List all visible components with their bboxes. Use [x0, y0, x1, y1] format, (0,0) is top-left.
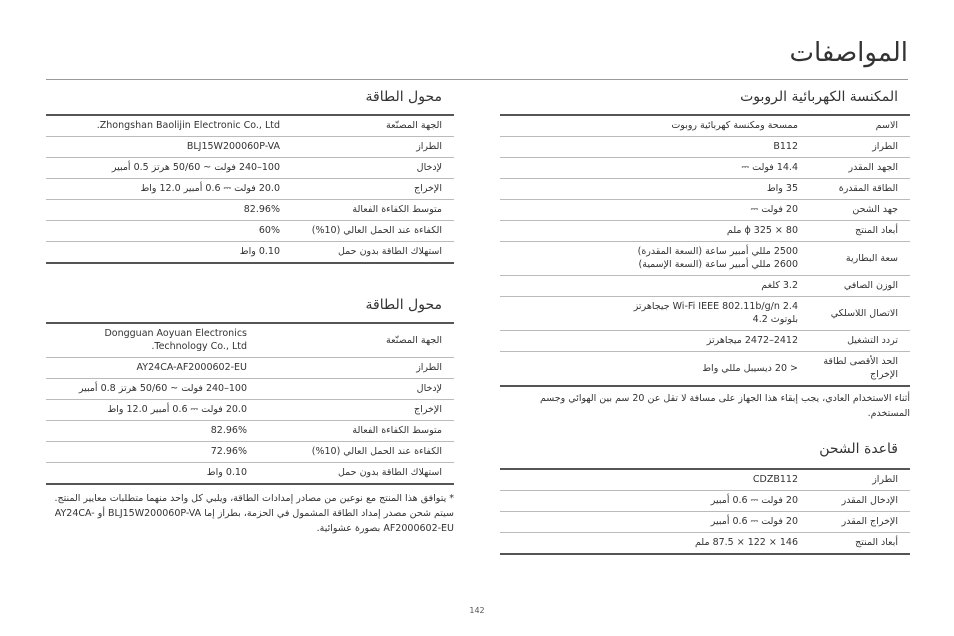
spec-label: الجهة المصنّعة — [386, 120, 442, 131]
spec-row — [46, 442, 454, 463]
spec-value: 2500 مللي أمبير ساعة (السعة المقدرة) 2600 مللي أمبير ساعة (السعة الإسمية) — [637, 246, 798, 270]
spec-label: الإدخال المقدر — [841, 495, 898, 506]
dock-spec-table — [500, 468, 910, 555]
vacuum-section-title: المكنسة الكهربائية الروبوت — [740, 89, 898, 105]
spec-row — [500, 221, 910, 242]
spec-row — [500, 533, 910, 555]
spec-value: 146 × 122 × 87.5 ملم — [694, 537, 798, 548]
spec-label: استهلاك الطاقة بدون حمل — [337, 246, 442, 257]
spec-value: Zhongshan Baolijin Electronic Co., Ltd. — [96, 120, 280, 131]
spec-row — [46, 323, 454, 358]
spec-value: 0.10 واط — [206, 467, 247, 478]
spec-value: Wi-Fi IEEE 802.11b/g/n 2.4 جيجاهرتز بلوتوث 4.2 — [633, 301, 798, 325]
spec-row — [500, 491, 910, 512]
spec-value: Dongguan Aoyuan Electronics Technology Co., Ltd. — [104, 328, 247, 352]
title-divider — [46, 79, 908, 80]
spec-row — [46, 137, 454, 158]
spec-value: 72.96% — [210, 446, 247, 457]
spec-label: الوزن الصافي — [843, 280, 898, 291]
adapter2-spec-table — [46, 322, 454, 485]
spec-row — [46, 379, 454, 400]
spec-row — [500, 200, 910, 221]
spec-row — [46, 179, 454, 200]
spec-value: ϕ 325 × 80 ملم — [726, 225, 798, 236]
adapter1-specs-section — [46, 86, 454, 264]
spec-value: B112 — [773, 141, 798, 152]
spec-value: 20.0 فولت ⎓ 0.6 أمبير 12.0 واط — [140, 183, 280, 194]
spec-row — [500, 331, 910, 352]
vacuum-usage-note: أثناء الاستخدام العادي، يجب إبقاء هذا الجهاز على مسافة لا تقل عن 20 سم بين الهوائي وجسم المستخدم. — [539, 393, 910, 419]
spec-value: 82.96% — [210, 425, 247, 436]
spec-label: الكفاءة عند الحمل العالي (10%) — [311, 446, 442, 457]
spec-value: 35 واط — [766, 183, 798, 194]
spec-value: 60% — [258, 225, 280, 236]
dock-specs-section — [500, 438, 910, 555]
spec-label: الطراز — [416, 362, 442, 373]
spec-value: 2412–2472 ميجاهرتز — [706, 335, 798, 346]
spec-value: 3.2 كلغم — [761, 280, 798, 291]
spec-label: أبعاد المنتج — [855, 225, 898, 236]
spec-label: الطراز — [872, 474, 898, 485]
spec-label: الطراز — [872, 141, 898, 152]
spec-label: تردد التشغيل — [847, 335, 898, 346]
spec-row — [46, 463, 454, 485]
spec-row — [46, 115, 454, 137]
spec-value: 20 فولت ⎓ 0.6 أمبير — [710, 495, 798, 506]
adapter2-section-title: محول الطاقة — [365, 297, 442, 313]
spec-row — [500, 297, 910, 331]
spec-label: الإخراج المقدر — [841, 516, 898, 527]
spec-value: 14.4 فولت ⎓ — [741, 162, 798, 173]
vacuum-spec-table — [500, 114, 910, 387]
spec-row — [500, 115, 910, 137]
spec-label: الطاقة المقدرة — [838, 183, 898, 194]
page-title: المواصفات — [789, 38, 908, 68]
vacuum-specs-section — [500, 86, 910, 421]
dock-section-title: قاعدة الشحن — [819, 441, 898, 457]
spec-value: AY24CA-AF2000602-EU — [136, 362, 247, 373]
spec-label: الجهد المقدر — [848, 162, 898, 173]
spec-row — [500, 179, 910, 200]
spec-label: سعة البطارية — [845, 252, 898, 264]
spec-label: الجهة المصنّعة — [386, 334, 442, 346]
spec-label: أبعاد المنتج — [855, 537, 898, 548]
spec-row — [46, 421, 454, 442]
spec-value: 20.0 فولت ⎓ 0.6 أمبير 12.0 واط — [107, 404, 247, 415]
page-number: 142 — [469, 606, 485, 615]
adapter1-spec-table — [46, 114, 454, 264]
spec-label: الاسم — [875, 120, 898, 131]
adapter-compatibility-note: * يتوافق هذا المنتج مع نوعين من مصادر إمدادات الطاقة، ويلبي كل واحد منهما متطلبات معايير المنتج. سيتم شحن مصدر إمداد الطاقة المشمول في الحزمة، بطراز إما BLJ15W200060P-VA أو AY24CA-AF2000602-EU بصورة عشوائية. — [54, 493, 454, 534]
spec-row — [500, 137, 910, 158]
spec-row — [46, 358, 454, 379]
spec-label: متوسط الكفاءة الفعالة — [352, 204, 442, 215]
spec-row — [46, 400, 454, 421]
adapter2-specs-section — [46, 294, 454, 536]
spec-label: لإدخال — [416, 162, 442, 173]
spec-row — [500, 512, 910, 533]
spec-label: جهد الشحن — [852, 204, 898, 215]
spec-value: 82.96% — [243, 204, 280, 215]
spec-label: الكفاءة عند الحمل العالي (10%) — [311, 225, 442, 236]
spec-label: الاتصال اللاسلكي — [830, 307, 898, 319]
spec-row — [500, 352, 910, 387]
spec-value: 20 فولت ⎓ 0.6 أمبير — [710, 516, 798, 527]
spec-label: لإدخال — [416, 383, 442, 394]
spec-value: ممسحة ومكنسة كهربائية روبوت — [671, 120, 798, 131]
spec-row — [500, 469, 910, 491]
spec-label: الإخراج — [414, 183, 442, 194]
spec-row — [46, 200, 454, 221]
spec-value: 100–240 فولت ~ 50/60 هرتز 0.8 أمبير — [78, 383, 247, 394]
spec-value: < 20 ديسيبل مللي واط — [702, 362, 798, 374]
spec-row — [500, 242, 910, 276]
spec-value: BLJ15W200060P-VA — [186, 141, 280, 152]
adapter1-section-title: محول الطاقة — [365, 89, 442, 105]
spec-row — [46, 242, 454, 264]
spec-value: 0.10 واط — [239, 246, 280, 257]
spec-row — [500, 276, 910, 297]
spec-value: 100–240 فولت ~ 50/60 هرتز 0.5 أمبير — [111, 162, 280, 173]
spec-row — [46, 221, 454, 242]
spec-value: 20 فولت ⎓ — [750, 204, 798, 215]
spec-label: الإخراج — [414, 404, 442, 415]
spec-row — [46, 158, 454, 179]
spec-label: الحد الأقصى لطاقة الإخراج — [823, 356, 898, 380]
spec-row — [500, 158, 910, 179]
spec-label: استهلاك الطاقة بدون حمل — [337, 467, 442, 478]
spec-value: CDZB112 — [752, 474, 798, 485]
spec-label: الطراز — [416, 141, 442, 152]
spec-label: متوسط الكفاءة الفعالة — [352, 425, 442, 436]
